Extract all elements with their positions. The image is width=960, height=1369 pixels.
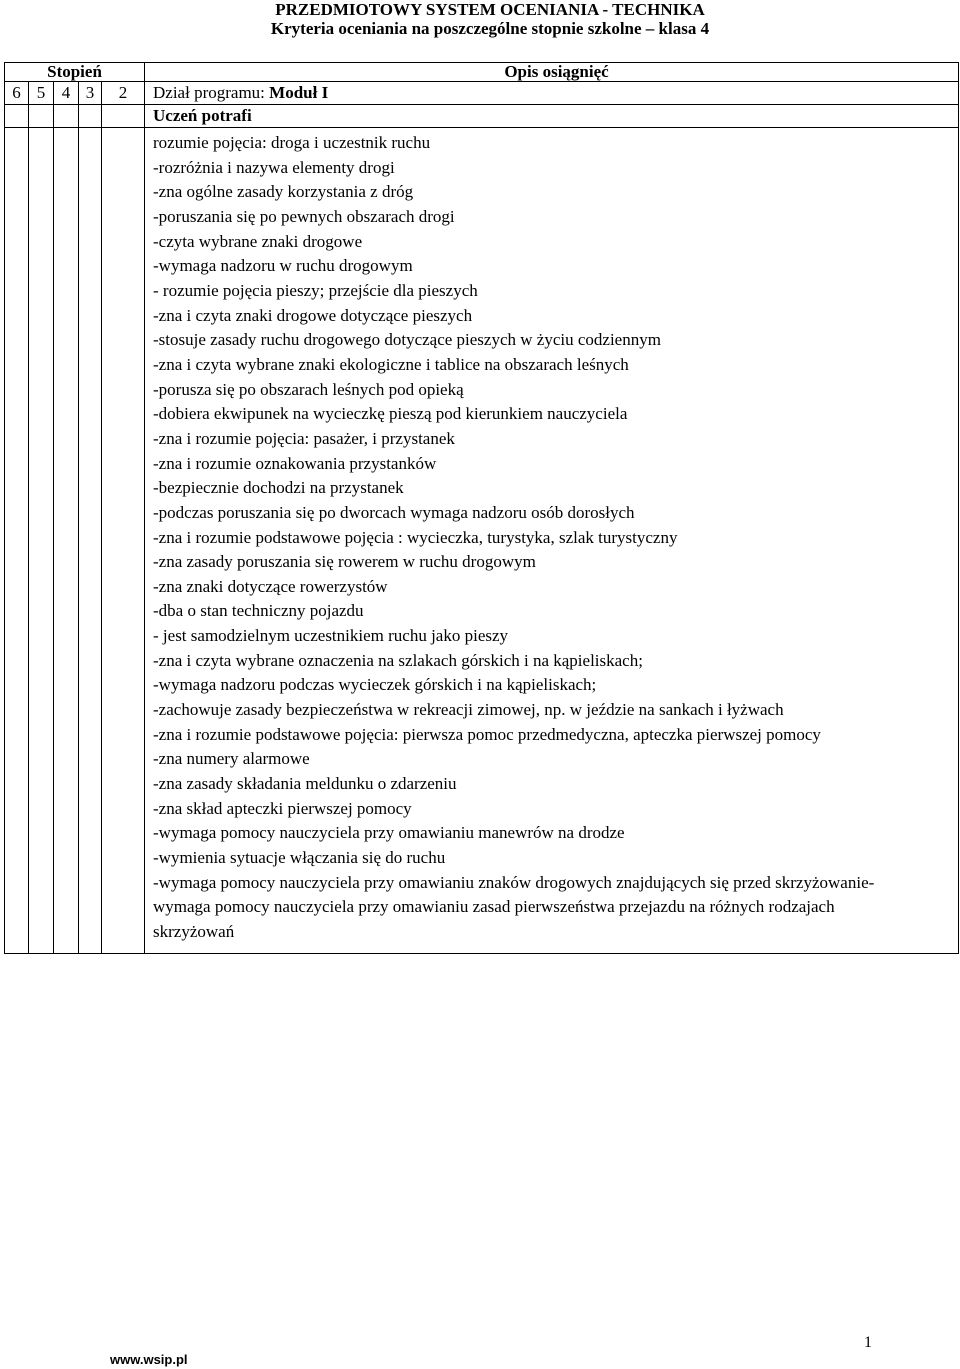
- criteria-item: -zna i rozumie pojęcia: pasażer, i przystanek: [153, 428, 455, 448]
- criteria-item: -bezpiecznie dochodzi na przystanek: [153, 478, 404, 498]
- criteria-item: -zna i czyta wybrane znaki ekologiczne i tablice na obszarach leśnych: [153, 354, 629, 374]
- criteria-item: -zna zasady poruszania się rowerem w ruchu drogowym: [153, 552, 536, 572]
- criteria-item: skrzyżowań: [153, 922, 235, 941]
- criteria-item: -czyta wybrane znaki drogowe: [153, 231, 363, 251]
- grades-row: [5, 82, 959, 105]
- uczen-row: [5, 105, 959, 128]
- column-header-stopien: Stopień: [5, 63, 145, 82]
- criteria-item: -zna zasady składania meldunku o zdarzeniu: [153, 774, 457, 794]
- criteria-item: -zna i rozumie podstawowe pojęcia: pierwsza pomoc przedmedyczna, apteczka pierwszej pomocy: [153, 724, 821, 744]
- criteria-item: - jest samodzielnym uczestnikiem ruchu jako pieszy: [153, 626, 509, 646]
- criteria-item: -zna i czyta wybrane oznaczenia na szlakach górskich i na kąpieliskach;: [153, 650, 643, 670]
- criteria-item: -wymienia sytuacje włączania się do ruchu: [153, 848, 446, 868]
- criteria-table: [4, 62, 959, 954]
- footer-site: www.wsip.pl: [110, 1352, 188, 1367]
- criteria-row: [5, 128, 959, 954]
- student-heading: Uczeń potrafi: [145, 105, 959, 128]
- section-heading: [145, 82, 959, 105]
- header-row: [5, 63, 959, 82]
- criteria-item: -dba o stan techniczny pojazdu: [153, 601, 364, 621]
- criteria-item: -zachowuje zasady bezpieczeństwa w rekreacji zimowej, np. w jeździe na sankach i łyżwach: [153, 700, 784, 720]
- criteria-item: -zna ogólne zasady korzystania z dróg: [153, 182, 414, 202]
- document-subtitle: Kryteria oceniania na poszczególne stopnie szkolne – klasa 4: [270, 19, 710, 38]
- criteria-item: -zna i rozumie oznakowania przystanków: [153, 453, 437, 473]
- criteria-item: -wymaga pomocy nauczyciela przy omawianiu znaków drogowych znajdujących się przed skrzyżowanie-: [153, 872, 875, 892]
- criteria-item: -dobiera ekwipunek na wycieczkę pieszą pod kierunkiem nauczyciela: [153, 404, 628, 424]
- column-header-opis: Opis osiągnięć: [145, 63, 959, 82]
- page-number: 1: [864, 1334, 872, 1351]
- section-label: Dział programu:: [153, 83, 270, 102]
- criteria-item: -podczas poruszania się po dworcach wymaga nadzoru osób dorosłych: [153, 502, 635, 522]
- criteria-item: -zna i czyta znaki drogowe dotyczące pieszych: [153, 305, 473, 325]
- criteria-item: -porusza się po obszarach leśnych pod opieką: [153, 379, 464, 399]
- criteria-item: -zna numery alarmowe: [153, 749, 310, 769]
- criteria-item: rozumie pojęcia: droga i uczestnik ruchu: [153, 133, 431, 152]
- grade-4: 4: [54, 82, 79, 105]
- criteria-item: -stosuje zasady ruchu drogowego dotyczące pieszych w życiu codziennym: [153, 330, 661, 350]
- document-title: PRZEDMIOTOWY SYSTEM OCENIANIA - TECHNIKA: [275, 0, 705, 19]
- criteria-list: [145, 128, 959, 954]
- grade-2: 2: [102, 82, 145, 105]
- grade-6: 6: [5, 82, 29, 105]
- criteria-item: -rozróżnia i nazywa elementy drogi: [153, 157, 395, 177]
- criteria-item: -zna znaki dotyczące rowerzystów: [153, 576, 388, 596]
- criteria-item: -wymaga nadzoru w ruchu drogowym: [153, 256, 413, 276]
- criteria-item: -wymaga nadzoru podczas wycieczek górskich i na kąpieliskach;: [153, 675, 597, 695]
- criteria-item: -poruszania się po pewnych obszarach drogi: [153, 206, 455, 226]
- grade-5: 5: [29, 82, 54, 105]
- criteria-item: wymaga pomocy nauczyciela przy omawianiu zasad pierwszeństwa przejazdu na różnych rodzajach: [153, 897, 835, 917]
- criteria-item: -wymaga pomocy nauczyciela przy omawianiu manewrów na drodze: [153, 823, 625, 843]
- criteria-item: -zna i rozumie podstawowe pojęcia : wycieczka, turystyka, szlak turystyczny: [153, 527, 678, 547]
- criteria-item: -zna skład apteczki pierwszej pomocy: [153, 798, 412, 818]
- criteria-item: - rozumie pojęcia pieszy; przejście dla pieszych: [153, 280, 478, 300]
- module-name: Moduł I: [269, 83, 329, 102]
- grade-3: 3: [79, 82, 102, 105]
